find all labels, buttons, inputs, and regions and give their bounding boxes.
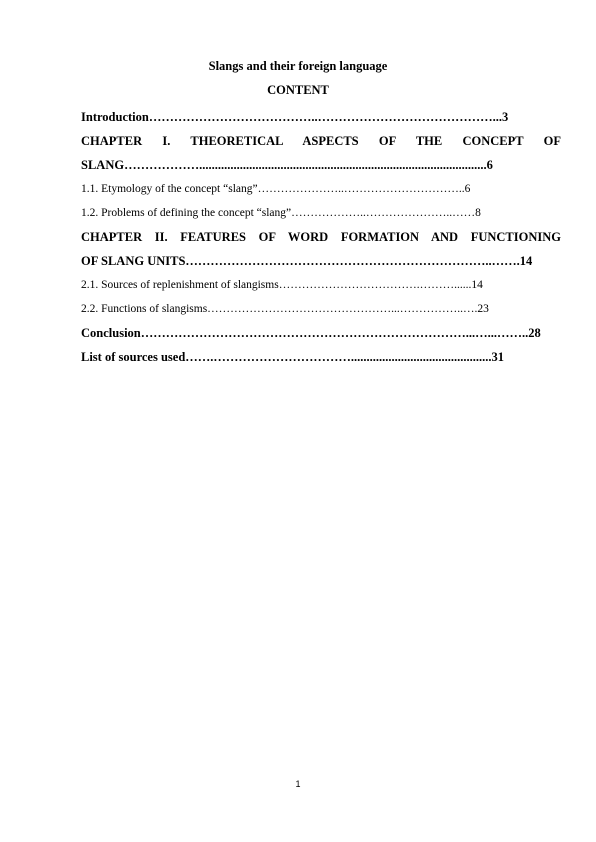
toc-entry-sources: List of sources used…….…………………………….............................................31 — [81, 350, 505, 364]
toc-chapter-2-line-2: OF SLANG UNITS………………………………………………………………..…….14 — [81, 254, 533, 268]
toc-entry-1-2: 1.2. Problems of defining the concept “slang”………………..…………………..……8 — [81, 207, 481, 219]
toc-entry-chapter-2 — [81, 225, 561, 273]
contents-heading: CONTENT — [267, 83, 329, 97]
toc-entry-2-1: 2.1. Sources of replenishment of slangisms……………………………….………......14 — [81, 279, 483, 291]
toc-entry-2-2: 2.2. Functions of slangisms…………………………………………...……………..….23 — [81, 303, 489, 315]
document-title: Slangs and their foreign language — [208, 59, 388, 73]
page-number: 1 — [295, 779, 301, 789]
table-of-contents — [81, 105, 561, 369]
toc-entry-chapter-1 — [81, 129, 561, 177]
toc-entry-1-1: 1.1. Etymology of the concept “slang”…………………..…………………………..6 — [81, 183, 471, 195]
toc-entry-introduction: Introduction…………………………………..……………………………………...3 — [81, 110, 509, 124]
toc-chapter-1-line-1: CHAPTER I. THEORETICAL ASPECTS OF THE CONCEPT OF — [81, 134, 561, 148]
toc-chapter-1-line-2: SLANG………………............................................................................................6 — [81, 158, 493, 172]
toc-chapter-2-line-1: CHAPTER II. FEATURES OF WORD FORMATION AND FUNCTIONING — [81, 230, 561, 244]
toc-entry-conclusion: Conclusion……………………………………………………………………...…...……..28 — [81, 326, 541, 340]
